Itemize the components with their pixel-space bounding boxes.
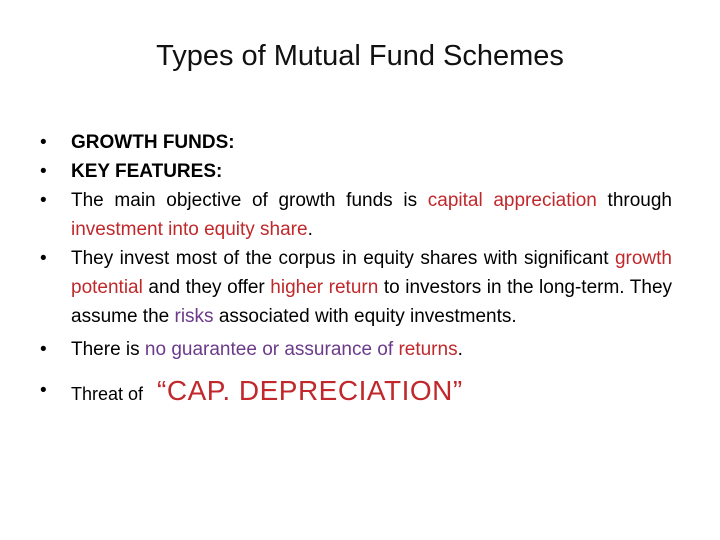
highlight-capital-appreciation: capital appreciation [427, 190, 597, 211]
bullet-invest-corpus [40, 244, 672, 331]
objective-text-1: The main objective of growth funds is [71, 190, 428, 211]
threat-lead: • Threat of [71, 384, 144, 404]
guarantee-text-2: . [457, 339, 463, 360]
highlight-growth-potential: growth potential [71, 248, 672, 298]
guarantee-text-1: There is [71, 339, 145, 360]
corpus-text-1: They invest most of the corpus in equity shares with significant [71, 248, 615, 269]
corpus-text-3: to investors in the long-term. They assume the [71, 277, 673, 327]
bullet-threat [40, 376, 672, 409]
bullet-growth-funds [40, 128, 672, 157]
slide-title: Types of Mutual Fund Schemes [156, 40, 564, 72]
bullet-no-guarantee [40, 335, 672, 364]
bullet-key-features [40, 157, 672, 186]
corpus-text-2: and they offer [142, 277, 271, 298]
objective-text-2: through [596, 190, 672, 211]
highlight-risks: risks [174, 306, 214, 327]
bullet-objective [40, 186, 672, 244]
objective-text-3: . [307, 219, 313, 240]
corpus-text-4: associated with equity investments. [213, 306, 517, 327]
highlight-investment-equity: investment into equity share [71, 219, 308, 240]
highlight-no-guarantee: no guarantee or assurance of [144, 339, 399, 360]
highlight-returns: returns [398, 339, 458, 360]
bullet-list [40, 128, 672, 409]
key-features-heading: KEY FEATURES: [71, 161, 223, 182]
cap-depreciation-emphasis: “CAP. DEPRECIATION” [157, 375, 463, 406]
highlight-higher-return: higher return [270, 277, 379, 298]
growth-funds-heading: GROWTH FUNDS: [71, 132, 235, 153]
